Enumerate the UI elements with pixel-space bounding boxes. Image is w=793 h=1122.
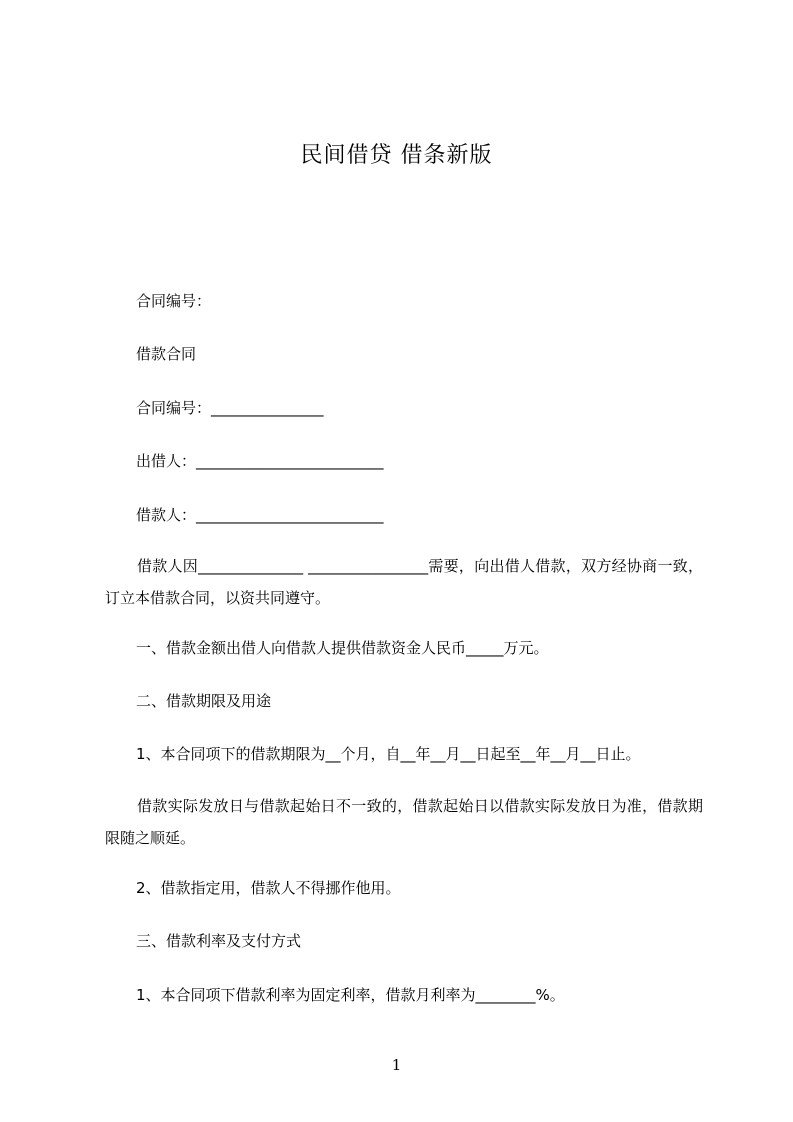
article-1-amount: 一、借款金额出借人向借款人提供借款资金人民币_____万元。 [136, 639, 549, 657]
contract-heading: 借款合同 [136, 345, 197, 363]
article-3-heading: 三、借款利率及支付方式 [136, 932, 302, 950]
lender-field: 出借人：_________________________ [136, 452, 384, 470]
clause-3-1-rate: 1、本合同项下借款利率为固定利率，借款月利率为________%。 [136, 986, 565, 1004]
page-number: 1 [391, 1056, 402, 1074]
article-2-heading: 二、借款期限及用途 [136, 692, 272, 710]
borrower-field: 借款人：_________________________ [136, 506, 384, 524]
clause-2-2-usage: 2、借款指定用，借款人不得挪作他用。 [136, 879, 401, 897]
clause-2-1-term: 1、本合同项下的借款期限为__个月，自__年__月__日起至__年__月__日止。 [136, 745, 641, 763]
contract-number-line: 合同编号： [136, 292, 212, 310]
contract-number-field: 合同编号：_______________ [136, 399, 324, 417]
clause-2-note-paragraph: 借款实际发放日与借款起始日不一致的，借款起始日以借款实际发放日为准，借款期限随之顺延。 [105, 797, 703, 847]
purpose-paragraph: 借款人因______________ ________________需要，向出借人借款，双方经协商一致，订立本借款合同，以资共同遵守。 [105, 557, 703, 607]
document-title: 民间借贷 借条新版 [300, 143, 493, 168]
